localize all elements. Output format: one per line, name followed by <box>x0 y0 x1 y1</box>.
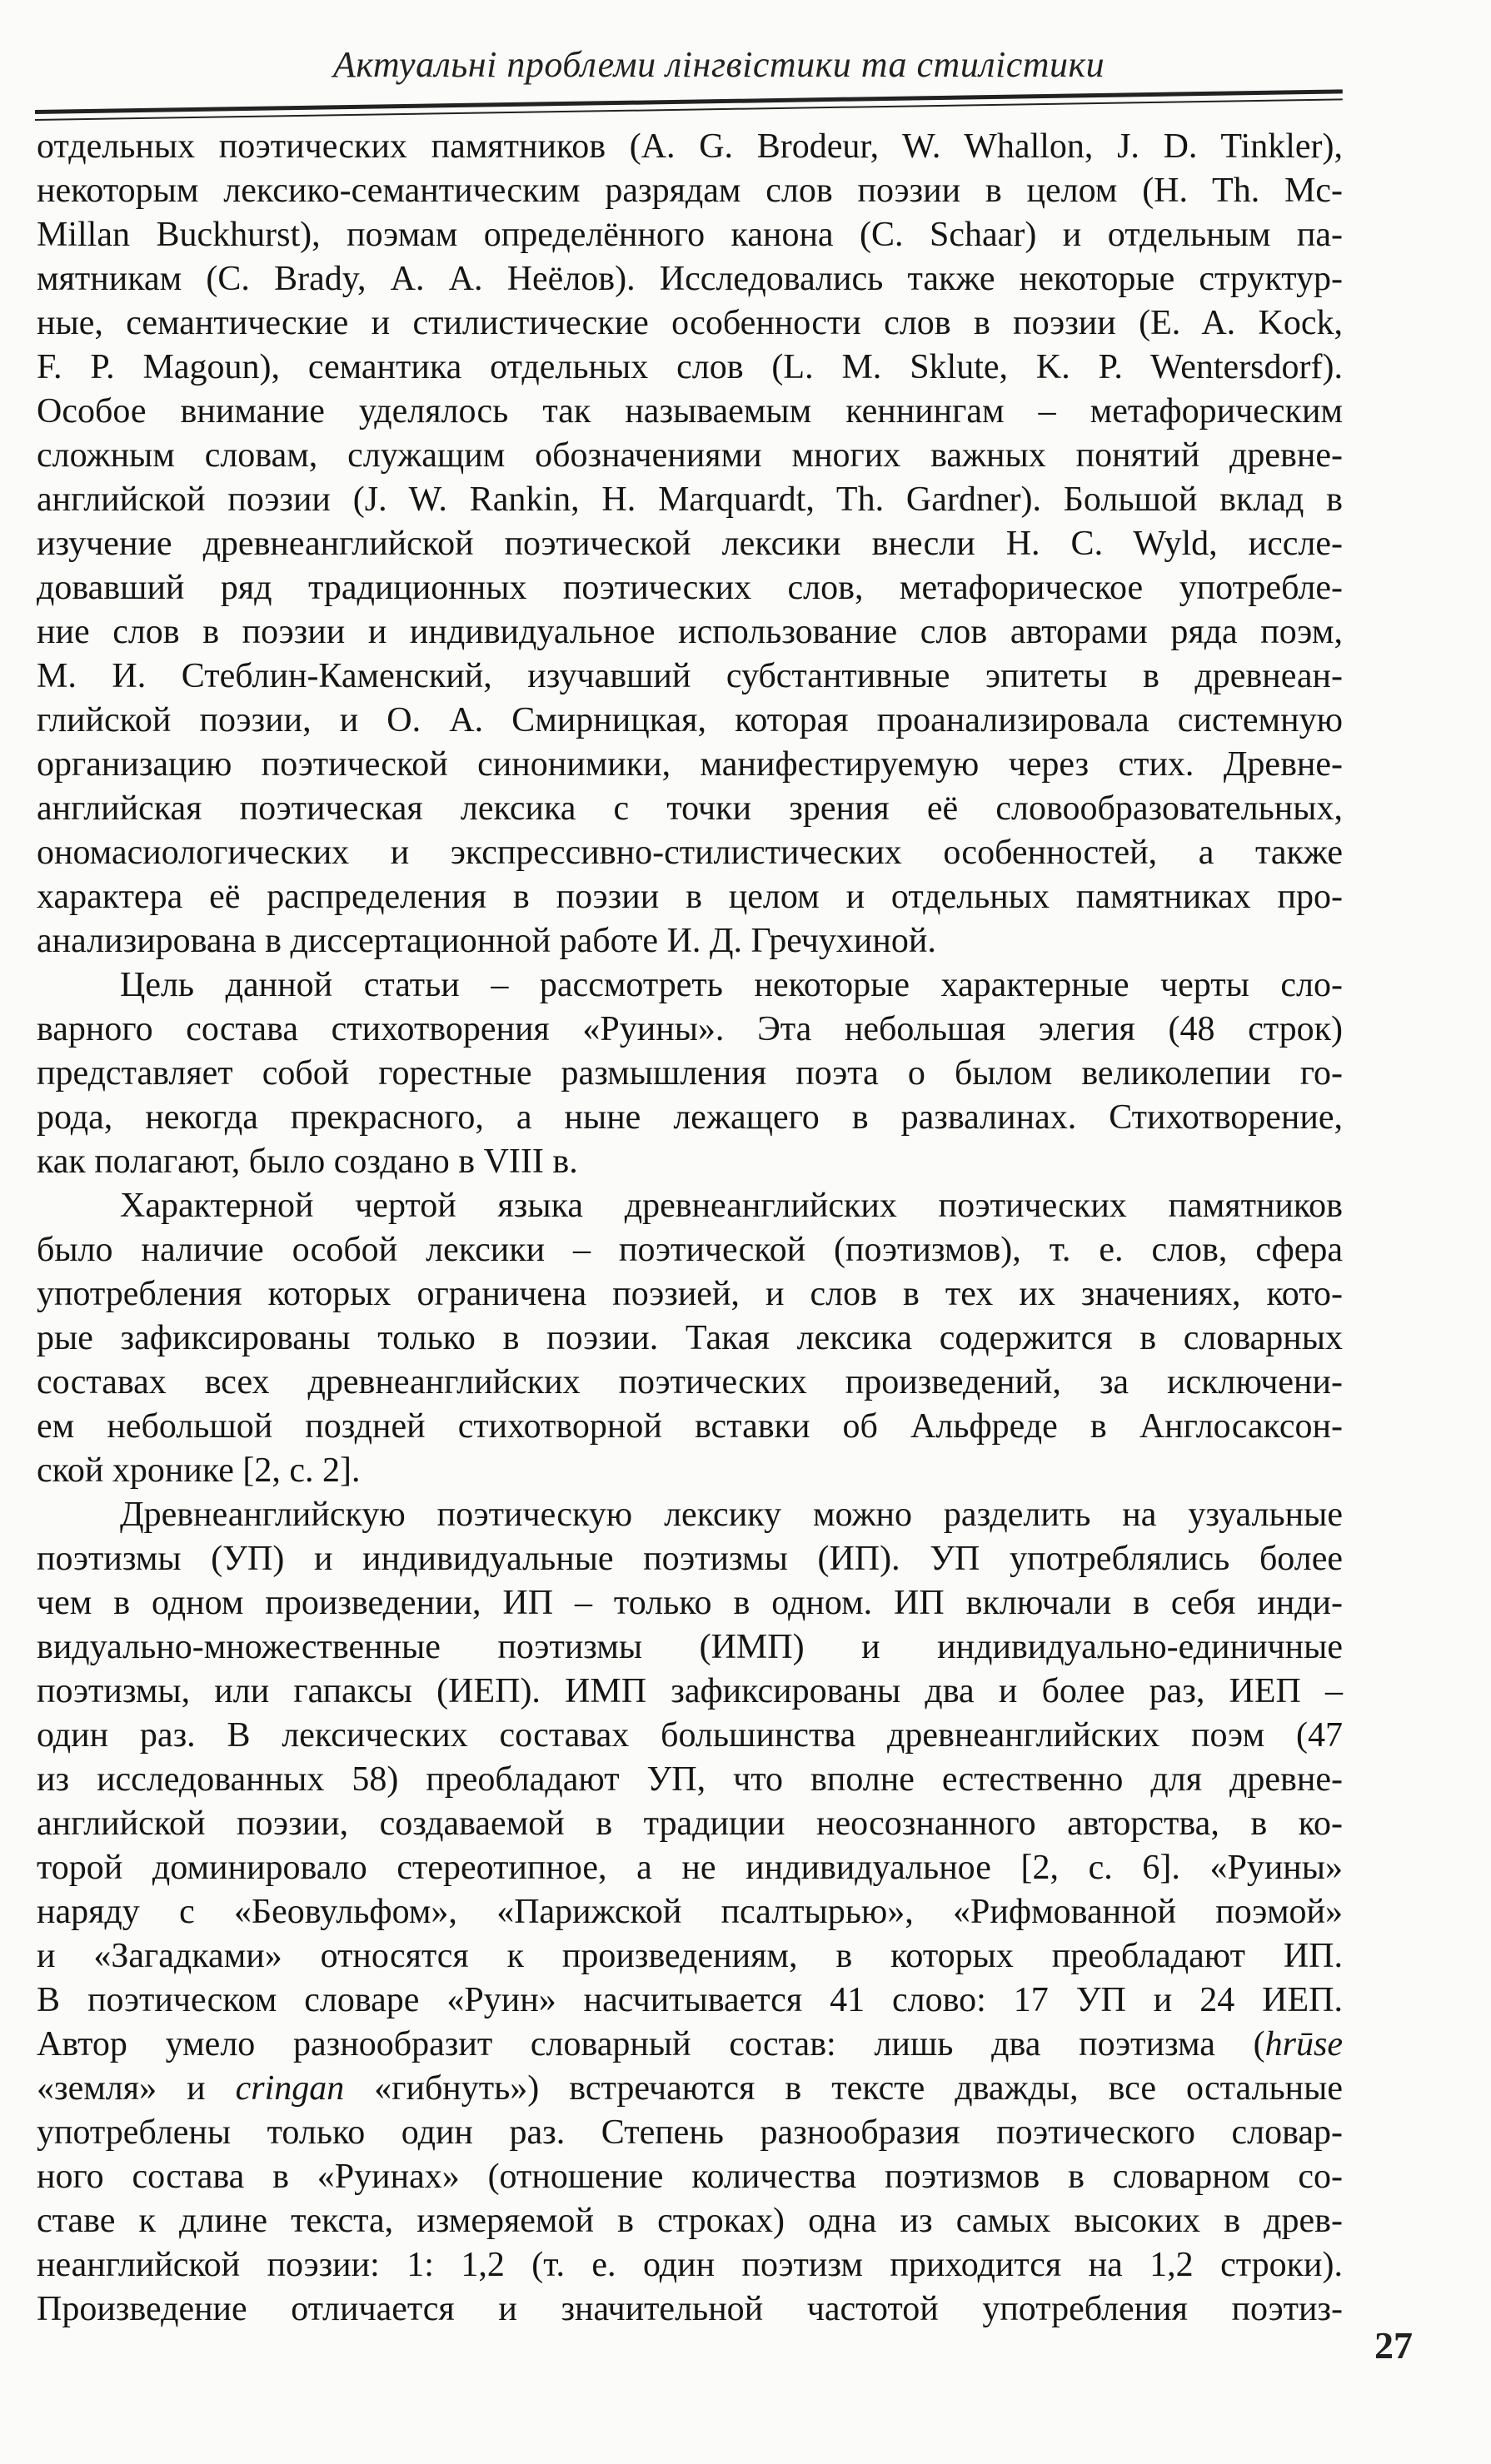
text-line: составах всех древнеанглийских поэтических произведений, за исключени- <box>37 1363 1343 1401</box>
running-header: Актуальні проблеми лінгвістики та стилістики <box>333 44 1105 85</box>
text-line: ные, семантические и стилистические особенности слов в поэзии (E. A. Kock, <box>37 304 1343 342</box>
text-line: ской хронике [2, с. 2]. <box>37 1451 361 1490</box>
text-line: один раз. В лексических составах большинства древнеанглийских поэм (47 <box>37 1716 1343 1755</box>
paragraph <box>37 125 1343 963</box>
text-line: Цель данной статьи – рассмотреть некоторые характерные черты сло- <box>120 966 1343 1004</box>
text-line: рода, некогда прекрасного, а ныне лежащего в развалинах. Стихотворение, <box>37 1098 1343 1137</box>
italic-term: cringan <box>235 2069 345 2108</box>
text-segment: «земля» и <box>37 2069 236 2108</box>
page-number: 27 <box>1374 2324 1413 2367</box>
text-line: неанглийской поэзии: 1: 1,2 (т. е. один поэтизм приходится на 1,2 строки). <box>37 2246 1343 2284</box>
text-line: Millan Buckhurst), поэмам определённого канона (C. Schaar) и отдельным па- <box>37 216 1343 254</box>
text-line: поэтизмы, или гапаксы (ИЕП). ИМП зафиксированы два и более раз, ИЕП – <box>37 1672 1343 1710</box>
text-line: анализирована в диссертационной работе И. Д. Гречухиной. <box>37 922 936 960</box>
text-line: характера её распределения в поэзии в целом и отдельных памятниках про- <box>37 878 1343 916</box>
text-line: мятникам (C. Brady, А. А. Неёлов). Исследовались также некоторые структур- <box>37 260 1343 298</box>
italic-term: hrūse <box>1264 2025 1343 2063</box>
text-segment: «гибнуть») встречаются в тексте дважды, все остальные <box>344 2069 1343 2108</box>
text-line: и «Загадками» относятся к произведениям, в которых преобладают ИП. <box>37 1937 1343 1975</box>
text-line: ставе к длине текста, измеряемой в строках) одна из самых высоких в древ- <box>37 2202 1343 2240</box>
text-line: варного состава стихотворения «Руины». Эта небольшая элегия (48 строк) <box>37 1010 1343 1048</box>
text-line: употреблены только один раз. Степень разнообразия поэтического словар- <box>37 2113 1343 2152</box>
text-line: торой доминировало стереотипное, а не индивидуальное [2, с. 6]. «Руины» <box>37 1849 1343 1887</box>
text-segment: Автор умело разнообразит словарный состав: лишь два поэтизма ( <box>37 2025 1265 2063</box>
text-line: видуально-множественные поэтизмы (ИМП) и индивидуально-единичные <box>37 1628 1343 1666</box>
text-line: английская поэтическая лексика с точки зрения её словообразовательных, <box>37 789 1343 828</box>
text-line: ем небольшой поздней стихотворной вставки об Альфреде в Англосаксон- <box>37 1407 1343 1446</box>
text-line: довавший ряд традиционных поэтических слов, метафорическое употребле- <box>37 569 1343 607</box>
text-line <box>37 2067 1343 2111</box>
text-line: как полагают, было создано в VIII в. <box>37 1142 578 1181</box>
text-line: ного состава в «Руинах» (отношение количества поэтизмов в словарном со- <box>37 2158 1343 2196</box>
text-line: Произведение отличается и значительной частотой употребления поэтиз- <box>37 2290 1343 2328</box>
text-line <box>37 2023 1343 2067</box>
text-line: наряду с «Беовульфом», «Парижской псалтырью», «Рифмованной поэмой» <box>37 1893 1343 1931</box>
paragraph <box>37 963 1343 1184</box>
text-line: поэтизмы (УП) и индивидуальные поэтизмы (ИП). УП употреблялись более <box>37 1540 1343 1578</box>
text-line: М. И. Стеблин-Каменский, изучавший субстантивные эпитеты в древнеан- <box>37 657 1343 695</box>
article-body <box>37 125 1343 2332</box>
text-line: из исследованных 58) преобладают УП, что вполне естественно для древне- <box>37 1760 1343 1799</box>
text-line: рые зафиксированы только в поэзии. Такая лексика содержится в словарных <box>37 1319 1343 1357</box>
text-line: Особое внимание уделялось так называемым кеннингам – метафорическим <box>37 392 1343 431</box>
text-line: английской поэзии, создаваемой в традиции неосознанного авторства, в ко- <box>37 1804 1343 1843</box>
text-line: В поэтическом словаре «Руин» насчитывается 41 слово: 17 УП и 24 ИЕП. <box>37 1981 1343 2019</box>
text-line: сложным словам, служащим обозначениями многих важных понятий древне- <box>37 436 1343 475</box>
text-line: Древнеанглийскую поэтическую лексику можно разделить на узуальные <box>120 1496 1343 1534</box>
text-line: употребления которых ограничена поэзией, и слов в тех их значениях, кото- <box>37 1275 1343 1313</box>
text-line: ние слов в поэзии и индивидуальное использование слов авторами ряда поэм, <box>37 613 1343 651</box>
text-line: отдельных поэтических памятников (A. G. Brodeur, W. Whallon, J. D. Tinkler), <box>37 127 1343 166</box>
text-line: глийской поэзии, и О. А. Смирницкая, которая проанализировала системную <box>37 701 1343 739</box>
text-line: F. P. Magoun), семантика отдельных слов (L. M. Sklute, K. P. Wentersdorf). <box>37 348 1343 386</box>
text-line: было наличие особой лексики – поэтической (поэтизмов), т. е. слов, сфера <box>37 1231 1343 1269</box>
text-line: изучение древнеанглийской поэтической лексики внесли H. C. Wyld, иссле- <box>37 525 1343 563</box>
text-line: английской поэзии (J. W. Rankin, H. Marquardt, Th. Gardner). Большой вклад в <box>37 480 1343 519</box>
text-line: Характерной чертой языка древнеанглийских поэтических памятников <box>120 1187 1343 1225</box>
text-line: ономасиологических и экспрессивно-стилистических особенностей, а также <box>37 834 1343 872</box>
text-line: некоторым лексико-семантическим разрядам слов поэзии в целом (H. Th. Mc- <box>37 172 1343 210</box>
paragraph <box>37 1184 1343 1493</box>
text-line: представляет собой горестные размышления поэта о былом великолепии го- <box>37 1054 1343 1093</box>
text-line: чем в одном произведении, ИП – только в одном. ИП включали в себя инди- <box>37 1584 1343 1622</box>
paragraph <box>37 1493 1343 2332</box>
text-line: организацию поэтической синонимики, манифестируемую через стих. Древне- <box>37 745 1343 784</box>
